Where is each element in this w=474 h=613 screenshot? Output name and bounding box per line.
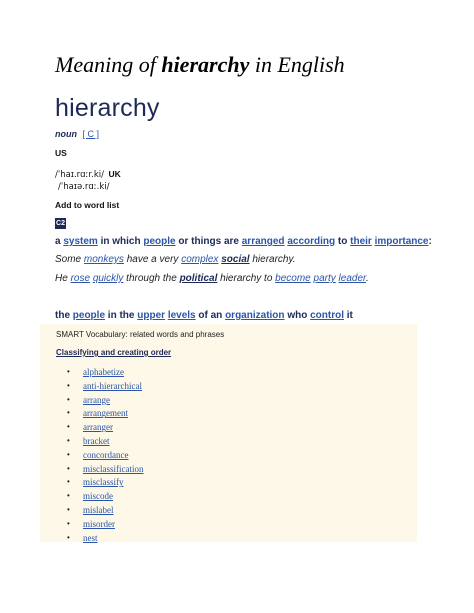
related-word-link[interactable]: concordance: [83, 449, 129, 460]
def-text: in the: [107, 310, 135, 321]
ex-text: He: [55, 273, 68, 284]
ex-text: through the: [126, 273, 177, 284]
us-ipa: /ˈhaɪ.rɑːr.ki/: [55, 170, 104, 180]
def-link-people[interactable]: people: [72, 310, 106, 321]
smart-vocabulary-category-link[interactable]: Classifying and creating order: [56, 348, 172, 357]
bullet-icon: •: [67, 463, 70, 473]
level-badge: C2: [56, 220, 65, 227]
bullet-icon: •: [67, 491, 70, 501]
bullet-icon: •: [67, 504, 70, 514]
def-text: to: [337, 236, 348, 247]
def-text: of an: [198, 310, 223, 321]
bullet-icon: •: [67, 367, 70, 376]
ex-link-party[interactable]: party: [313, 273, 336, 284]
bullet-icon: •: [67, 422, 70, 432]
related-word-link[interactable]: arrange: [83, 394, 110, 405]
related-word-link[interactable]: bracket: [83, 435, 110, 446]
def-link-levels[interactable]: levels: [167, 310, 196, 321]
us-label: US: [55, 148, 67, 158]
def-link-people[interactable]: people: [143, 236, 176, 247]
ex-text: Some: [55, 254, 82, 265]
related-word-link[interactable]: misclassify: [83, 477, 124, 488]
uk-ipa: /ˈhaɪə.rɑː.ki/: [58, 182, 110, 192]
title-suffix: in English: [254, 52, 345, 77]
part-of-speech: [55, 129, 99, 139]
bullet-icon: •: [67, 477, 70, 487]
bullet-icon: •: [67, 380, 70, 390]
grammar-code-link[interactable]: [ C ]: [82, 129, 100, 139]
title-prefix: Meaning of: [55, 52, 156, 77]
related-word-link[interactable]: miscode: [83, 491, 113, 502]
def-link-importance[interactable]: importance: [374, 236, 429, 247]
bullet-icon: •: [67, 449, 70, 459]
title-word: hierarchy: [161, 52, 250, 77]
def-link-arranged[interactable]: arranged: [241, 236, 285, 247]
bullet-icon: •: [67, 394, 70, 404]
def-text: the: [55, 310, 70, 321]
ex-link-political[interactable]: political: [179, 273, 218, 284]
def-link-according[interactable]: according: [287, 236, 336, 247]
def-link-control[interactable]: control: [310, 310, 344, 321]
ex-text: hierarchy.: [252, 254, 296, 265]
ex-punct: .: [365, 273, 369, 284]
related-word-link[interactable]: arrangement: [83, 408, 128, 419]
related-word-link[interactable]: anti-hierarchical: [83, 380, 142, 391]
ex-link-become[interactable]: become: [275, 273, 311, 284]
related-word-link[interactable]: misorder: [83, 518, 115, 529]
smart-vocabulary-box: [40, 324, 417, 542]
example-1: [55, 254, 296, 265]
def-link-system[interactable]: system: [63, 236, 98, 247]
definition-2: [55, 310, 353, 321]
def-text: or things are: [178, 236, 239, 247]
smart-vocabulary-header: SMART Vocabulary: related words and phrases: [56, 330, 225, 339]
bullet-icon: •: [67, 408, 70, 418]
uk-label: UK: [108, 169, 121, 179]
def-link-upper[interactable]: upper: [137, 310, 166, 321]
ex-text: have a very: [126, 254, 179, 265]
ex-link-social[interactable]: social: [221, 254, 250, 265]
ex-link-rose[interactable]: rose: [70, 273, 91, 284]
definition-1: [55, 236, 432, 247]
ex-link-quickly[interactable]: quickly: [92, 273, 124, 284]
ex-text: hierarchy to: [220, 273, 273, 284]
def-link-their[interactable]: their: [350, 236, 372, 247]
related-word-link[interactable]: nest: [83, 532, 98, 543]
def-text: in which: [100, 236, 141, 247]
def-text: it: [346, 310, 353, 321]
us-pronunciation: [55, 164, 121, 182]
page-title: [55, 52, 345, 78]
pos-label: noun: [55, 129, 77, 139]
def-text: a: [55, 236, 61, 247]
example-2: [55, 273, 369, 284]
related-word-link[interactable]: alphabetize: [83, 367, 124, 377]
def-text: who: [287, 310, 308, 321]
add-to-word-list-button[interactable]: Add to word list: [55, 200, 120, 210]
related-word-link[interactable]: mislabel: [83, 504, 114, 515]
bullet-icon: •: [67, 532, 70, 542]
def-punct: :: [428, 236, 432, 247]
ex-link-complex[interactable]: complex: [181, 254, 219, 265]
related-word-link[interactable]: misclassification: [83, 463, 144, 474]
related-word-link[interactable]: arranger: [83, 422, 113, 433]
bullet-icon: •: [67, 435, 70, 445]
bullet-icon: •: [67, 518, 70, 528]
ex-link-monkeys[interactable]: monkeys: [83, 254, 124, 265]
def-link-organization[interactable]: organization: [225, 310, 285, 321]
ex-link-leader[interactable]: leader: [338, 273, 366, 284]
headword: hierarchy: [55, 94, 160, 122]
